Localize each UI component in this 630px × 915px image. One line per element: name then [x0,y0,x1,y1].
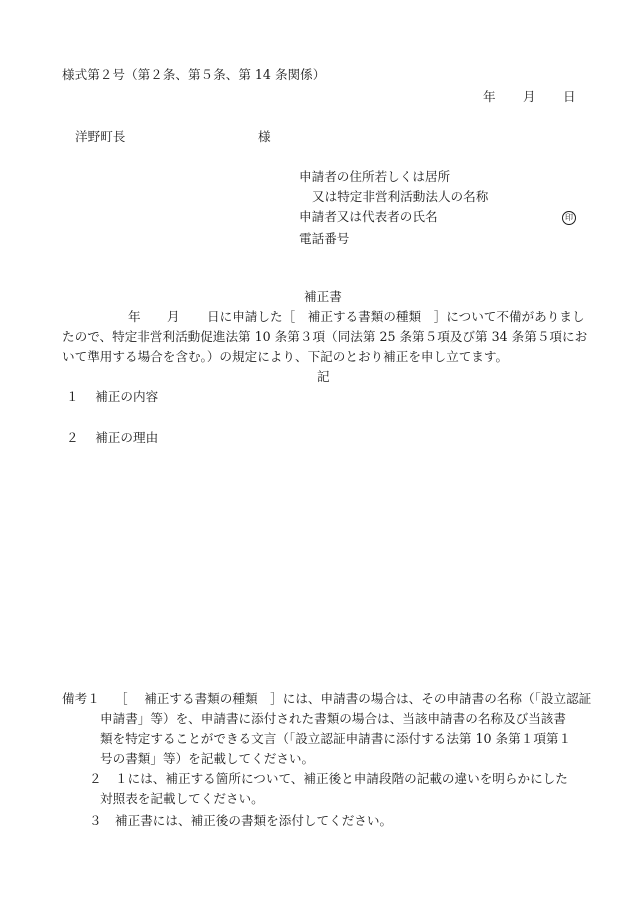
date-day-label: 日 [563,89,576,104]
note-1-line-4: 号の書類」等）を記載してください。 [100,751,315,766]
note-2-number: ２ [89,771,102,786]
note-2-line-2: 対照表を記載してください。 [100,791,264,806]
document-title: 補正書 [304,289,342,304]
notes-label: 備考１ [62,691,100,706]
form-number: 様式第２号（第２条、第５条、第 14 条関係） [62,67,326,82]
item-1-heading: １ 補正の内容 [66,389,159,404]
body-month-label: 月 [167,309,180,324]
note-1-line-1: ［ 補正する書類の種類 ］には、申請書の場合は、その申請書の名称（「設立認証 [115,691,592,706]
body-line-3: いて準用する場合を含む。）の規定により、下記のとおり補正を申し立てます。 [62,349,509,364]
body-line-2: たので、特定非営利活動促進法第 10 条第３項（同法第 25 条第５項及び第 34 条第５項にお [62,329,588,344]
note-1-line-3: 類を特定することができる文言（「設立認証申請書に添付する法第 10 条第１項第１ [100,731,572,746]
body-line-1: 日に申請した［ 補正する書類の種類 ］について不備がありまし [207,309,585,324]
addressee-name: 洋野町長 [75,129,126,144]
note-2-line-1: １には、補正する箇所について、補正後と申請段階の記載の違いを明らかにした [115,771,568,786]
applicant-org-label: 又は特定非営利活動法人の名称 [312,189,489,204]
item-2-heading: ２ 補正の理由 [66,430,159,445]
applicant-name-label: 申請者又は代表者の氏名 [299,209,438,224]
seal-mark: 印 [562,211,576,225]
addressee-honorific: 様 [258,129,271,144]
applicant-address-label: 申請者の住所若しくは居所 [299,169,451,184]
applicant-phone-label: 電話番号 [299,231,350,246]
date-month-label: 月 [523,89,536,104]
note-1-line-2: 申請書」等）を、申請書に添付された書類の場合は、当該申請書の名称及び当該書 [100,711,566,726]
ki-heading: 記 [317,369,330,384]
date-year-label: 年 [483,89,496,104]
note-3-number: ３ [89,813,102,828]
body-year-label: 年 [128,309,141,324]
note-3-line-1: 補正書には、補正後の書類を添付してください。 [115,813,393,828]
